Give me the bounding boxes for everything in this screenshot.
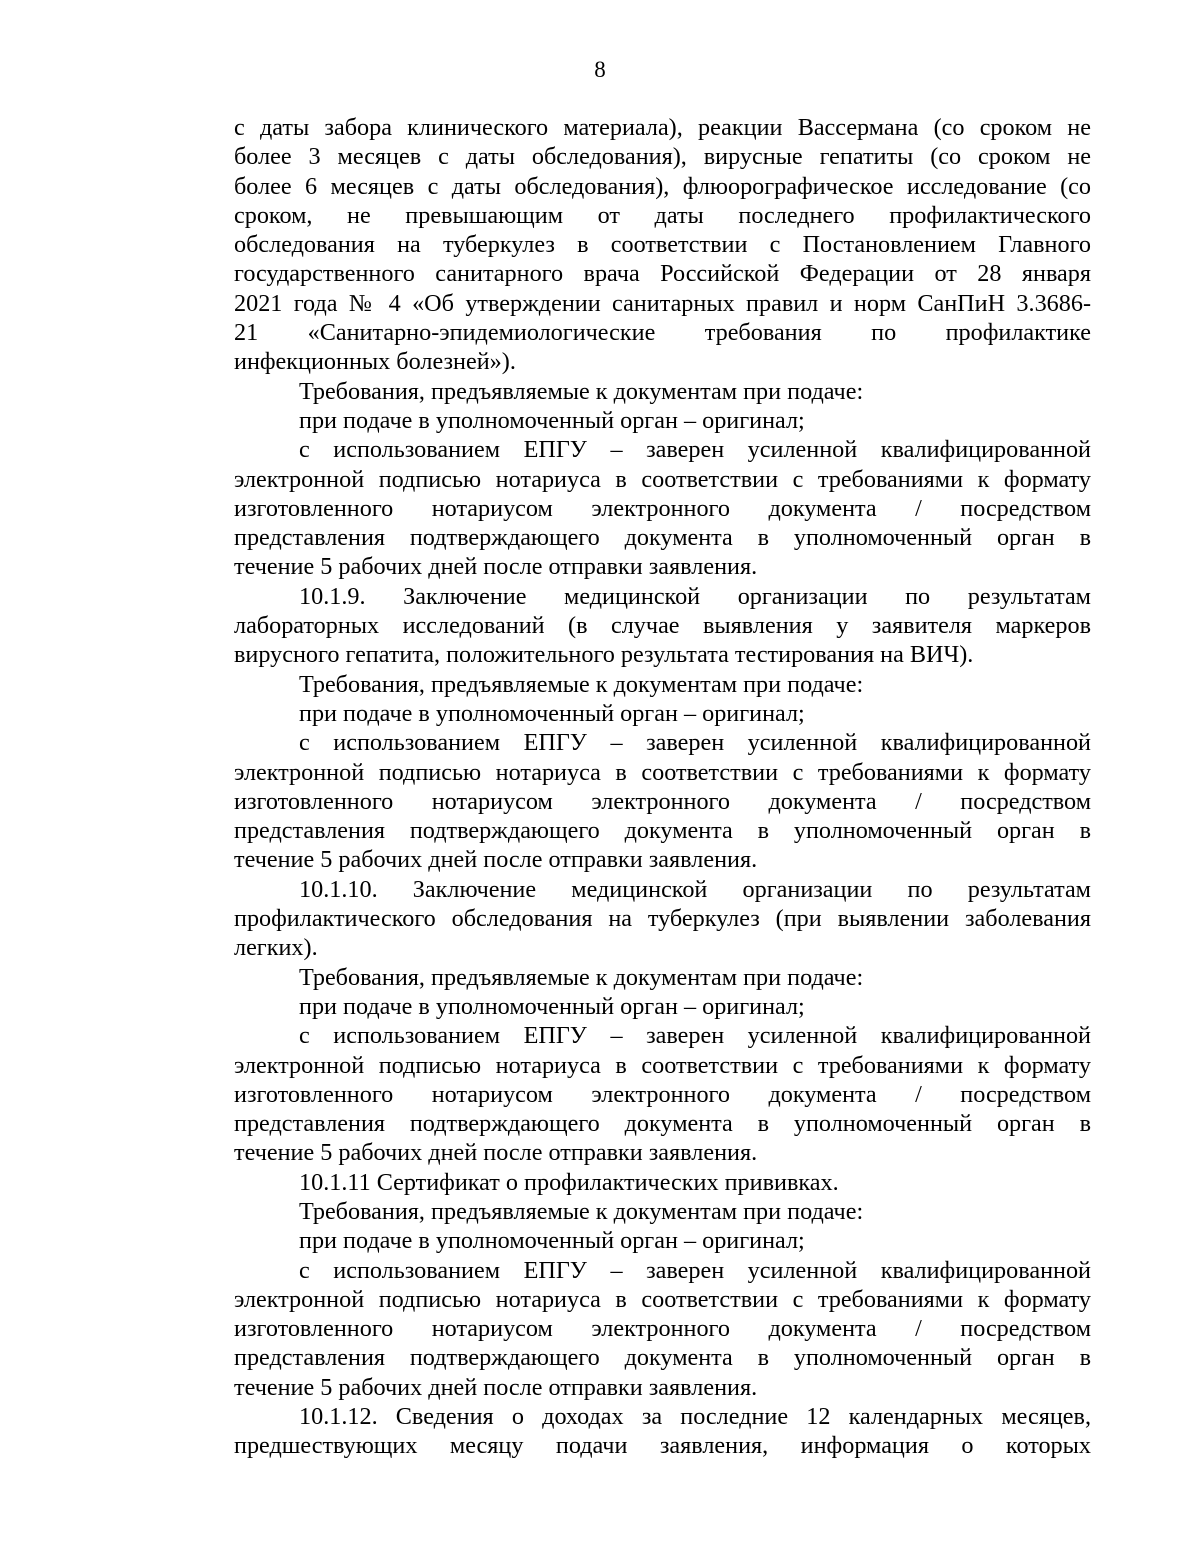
text-line: Требования, предъявляемые к документам при подаче: [299, 377, 864, 405]
text-line: лабораторных исследований (в случае выявления у заявителя маркеров [234, 612, 1091, 640]
text-line: при подаче в уполномоченный орган – оригинал; [299, 406, 805, 434]
text-line: представления подтверждающего документа в уполномоченный орган в [234, 524, 1091, 552]
text-line: сроком, не превышающим от даты последнего профилактического [234, 201, 1091, 229]
page-number: 8 [594, 57, 606, 82]
text-line: 10.1.12. Сведения о доходах за последние 12 календарных месяцев, [299, 1403, 1091, 1431]
text-line: изготовленного нотариусом электронного документа / посредством [234, 1315, 1091, 1343]
text-line: 10.1.9. Заключение медицинской организации по результатам [299, 582, 1091, 610]
text-line: обследования на туберкулез в соответствии с Постановлением Главного [234, 231, 1091, 259]
text-line: Требования, предъявляемые к документам при подаче: [299, 670, 864, 698]
text-line: Требования, предъявляемые к документам при подаче: [299, 1197, 864, 1225]
text-line: течение 5 рабочих дней после отправки заявления. [234, 1373, 758, 1401]
text-line: электронной подписью нотариуса в соответствии с требованиями к формату [234, 1285, 1091, 1313]
text-line: представления подтверждающего документа в уполномоченный орган в [234, 1344, 1091, 1372]
text-line: вирусного гепатита, положительного результата тестирования на ВИЧ). [234, 641, 974, 669]
text-line: изготовленного нотариусом электронного документа / посредством [234, 787, 1091, 815]
text-line: течение 5 рабочих дней после отправки заявления. [234, 1139, 758, 1167]
text-line: инфекционных болезней»). [234, 348, 516, 376]
text-line: с даты забора клинического материала), реакции Вассермана (со сроком не [234, 114, 1091, 141]
text-line: более 3 месяцев с даты обследования), вирусные гепатиты (со сроком не [234, 143, 1091, 171]
text-line: Требования, предъявляемые к документам при подаче: [299, 963, 864, 991]
text-line: 10.1.11 Сертификат о профилактических прививках. [299, 1168, 839, 1196]
text-line: предшествующих месяцу подачи заявления, информация о которых [234, 1432, 1091, 1460]
text-line: при подаче в уполномоченный орган – оригинал; [299, 1227, 805, 1255]
text-line: при подаче в уполномоченный орган – оригинал; [299, 992, 805, 1020]
text-line: электронной подписью нотариуса в соответствии с требованиями к формату [234, 758, 1091, 786]
text-line: при подаче в уполномоченный орган – оригинал; [299, 699, 805, 727]
text-line: представления подтверждающего документа в уполномоченный орган в [234, 1110, 1091, 1138]
text-line: 21 «Санитарно-эпидемиологические требования по профилактике [234, 319, 1091, 347]
text-line: течение 5 рабочих дней после отправки заявления. [234, 846, 758, 874]
text-line: течение 5 рабочих дней после отправки заявления. [234, 553, 758, 581]
text-line: 2021 года № 4 «Об утверждении санитарных правил и норм СанПиН 3.3686- [234, 289, 1091, 317]
text-line: изготовленного нотариусом электронного документа / посредством [234, 1080, 1091, 1108]
text-line: профилактического обследования на туберкулез (при выявлении заболевания [234, 905, 1091, 933]
text-line: с использованием ЕПГУ – заверен усиленной квалифицированной [299, 1256, 1091, 1284]
text-line: электронной подписью нотариуса в соответствии с требованиями к формату [234, 465, 1091, 493]
document-body [234, 113, 1091, 1461]
text-line: 10.1.10. Заключение медицинской организации по результатам [299, 875, 1091, 903]
text-line: изготовленного нотариусом электронного документа / посредством [234, 494, 1091, 522]
text-line: с использованием ЕПГУ – заверен усиленной квалифицированной [299, 436, 1091, 464]
text-line: более 6 месяцев с даты обследования), флюорографическое исследование (со [234, 172, 1091, 200]
text-line: государственного санитарного врача Российской Федерации от 28 января [234, 260, 1091, 288]
text-line: с использованием ЕПГУ – заверен усиленной квалифицированной [299, 729, 1091, 757]
text-line: легких). [234, 934, 318, 962]
text-line: электронной подписью нотариуса в соответствии с требованиями к формату [234, 1051, 1091, 1079]
text-line: представления подтверждающего документа в уполномоченный орган в [234, 817, 1091, 845]
text-line: с использованием ЕПГУ – заверен усиленной квалифицированной [299, 1022, 1091, 1050]
